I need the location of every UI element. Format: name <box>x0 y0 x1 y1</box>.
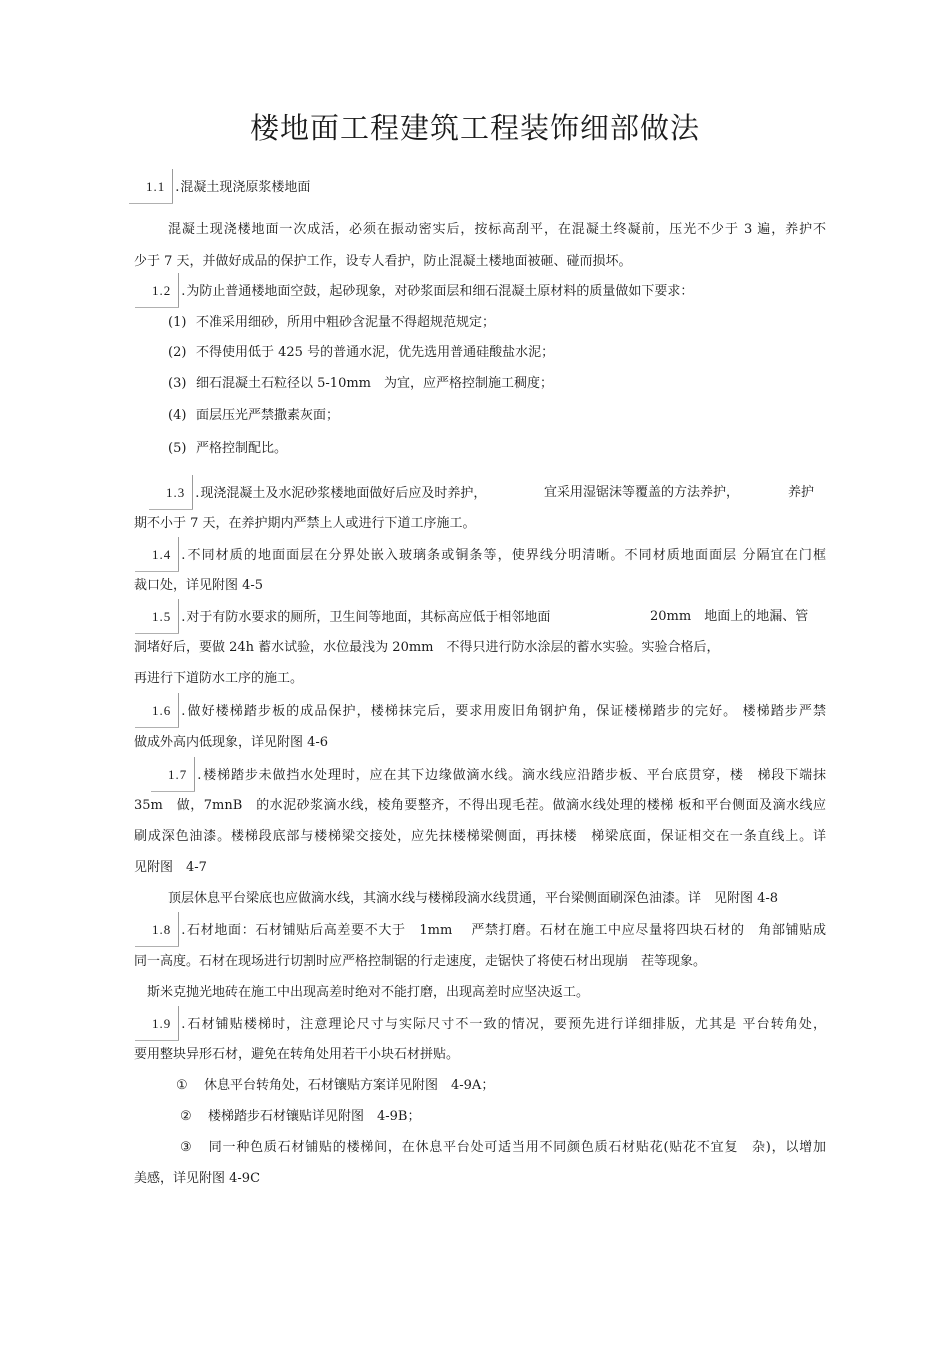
paragraph-line: 斯米克抛光地砖在施工中出现高差时绝对不能打磨，出现高差时应坚决返工。 <box>147 985 590 1000</box>
paragraph-line: 顶层休息平台梁底也应做滴水线，其滴水线与楼梯段滴水线贯通，平台梁侧面刷深色油漆。详 见附图 4-8 <box>168 891 779 906</box>
section-text: 为防止普通楼地面空鼓，起砂现象，对砂浆面层和细石混凝土原材料的质量做如下要求： <box>186 284 694 299</box>
section-1-7-heading: 1.7 .楼梯踏步未做挡水处理时，应在其下边缘做滴水线。滴水线应沿踏步板、平台底贯穿，楼 梯段下端抹 <box>168 767 826 783</box>
paragraph-line: 再进行下道防水工序的施工。 <box>134 671 304 686</box>
section-number: 1.2 <box>152 282 179 300</box>
list-item: (5) 严格控制配比。 <box>168 441 288 456</box>
paragraph-line: 刷成深色油漆。楼梯段底部与楼梯梁交接处，应先抹楼梯梁侧面，再抹楼 梯梁底面，保证相交在一条直线上。详 <box>134 829 826 844</box>
section-title: 混凝土现浇原浆楼地面 <box>180 180 311 195</box>
paragraph-line: 同一高度。石材在现场进行切割时应严格控制锯的行走速度，走锯快了将使石材出现崩 茬等现象。 <box>134 954 707 969</box>
section-number: 1.5 <box>152 608 179 626</box>
section-1-5-heading: 1.5 .对于有防水要求的厕所，卫生间等地面，其标高应低于相邻地面 20mm 地面上的地漏、管 <box>152 609 809 625</box>
section-number: 1.8 <box>152 921 179 939</box>
paragraph-line: 洞堵好后，要做 24h 蓄水试验，水位最浅为 20mm 不得只进行防水涂层的蓄水实验。实验合格后， <box>134 640 720 655</box>
section-number: 1.3 <box>166 484 193 502</box>
paragraph-line: 美感，详见附图 4-9C <box>134 1171 261 1186</box>
list-item: (2) 不得使用低于 425 号的普通水泥，优先选用普通硅酸盐水泥； <box>168 345 555 360</box>
paragraph-line: 做成外高内低现象，详见附图 4-6 <box>134 735 329 750</box>
section-1-9-heading: 1.9 .石材铺贴楼梯时，注意理论尺寸与实际尺寸不一致的情况，要预先进行详细排版，尤其是 平台转角处， <box>152 1016 826 1032</box>
paragraph-line: 35m 做，7mnB 的水泥砂浆滴水线，棱角要整齐，不得出现毛茬。做滴水线处理的楼梯 板和平台侧面及滴水线应 <box>134 798 826 813</box>
page-title: 楼地面工程建筑工程装饰细部做法 <box>249 111 700 145</box>
section-number: 1.6 <box>152 702 179 720</box>
list-item: (3) 细石混凝土石粒径以 5-10mm 为宜，应严格控制施工稠度； <box>168 376 553 391</box>
list-item: ③ 同一种色质石材铺贴的楼梯间，在休息平台处可适当用不同颜色质石材贴花(贴花不宜复 杂)，以增加 <box>180 1140 826 1155</box>
paragraph-line: 期不小于 7 天，在养护期内严禁上人或进行下道工序施工。 <box>134 516 476 531</box>
section-number: 1.4 <box>152 546 179 564</box>
list-item: ② 楼梯踏步石材镶贴详见附图 4-9B； <box>180 1109 421 1124</box>
section-1-2-heading: 1.2 .为防止普通楼地面空鼓，起砂现象，对砂浆面层和细石混凝土原材料的质量做如下要求： <box>152 283 694 299</box>
paragraph-line: 见附图 4-7 <box>134 860 207 875</box>
list-item: ① 休息平台转角处，石材镶贴方案详见附图 4-9A； <box>176 1078 495 1093</box>
section-number: 1.7 <box>168 766 195 784</box>
section-1-8-heading: 1.8 .石材地面：石材铺贴后高差要不大于 1mm 严禁打磨。石材在施工中应尽量将四块石材的 角部铺贴成 <box>152 922 826 938</box>
paragraph-line: 混凝土现浇楼地面一次成活，必须在振动密实后，按标高刮平，在混凝土终凝前，压光不少于 3 遍，养护不 <box>168 222 826 237</box>
list-item: (4) 面层压光严禁撒素灰面； <box>168 408 340 423</box>
list-item: (1) 不准采用细砂，所用中粗砂含泥量不得超规范规定； <box>168 315 496 330</box>
section-number: 1.9 <box>152 1015 179 1033</box>
section-1-6-heading: 1.6 .做好楼梯踏步板的成品保护，楼梯抹完后，要求用废旧角钢护角，保证楼梯踏步的完好。 楼梯踏步严禁 <box>152 703 826 719</box>
section-1-4-heading: 1.4 .不同材质的地面面层在分界处嵌入玻璃条或铜条等，使界线分明清晰。不同材质地面面层 分隔宜在门框 <box>152 547 826 563</box>
section-1-3-heading: 1.3 .现浇混凝土及水泥砂浆楼地面做好后应及时养护， 宜采用湿锯沫等覆盖的方法养护， 养护 <box>166 485 815 501</box>
paragraph-line: 少于 7 天，并做好成品的保护工作，设专人看护，防止混凝土楼地面被砸、碰而损坏。 <box>134 254 632 269</box>
section-1-1-heading: 1.1 .混凝土现浇原浆楼地面 <box>146 179 311 195</box>
section-number: 1.1 <box>146 178 173 196</box>
paragraph-line: 裁口处，详见附图 4-5 <box>134 578 264 593</box>
paragraph-line: 要用整块异形石材，避免在转角处用若干小块石材拼贴。 <box>134 1047 460 1062</box>
